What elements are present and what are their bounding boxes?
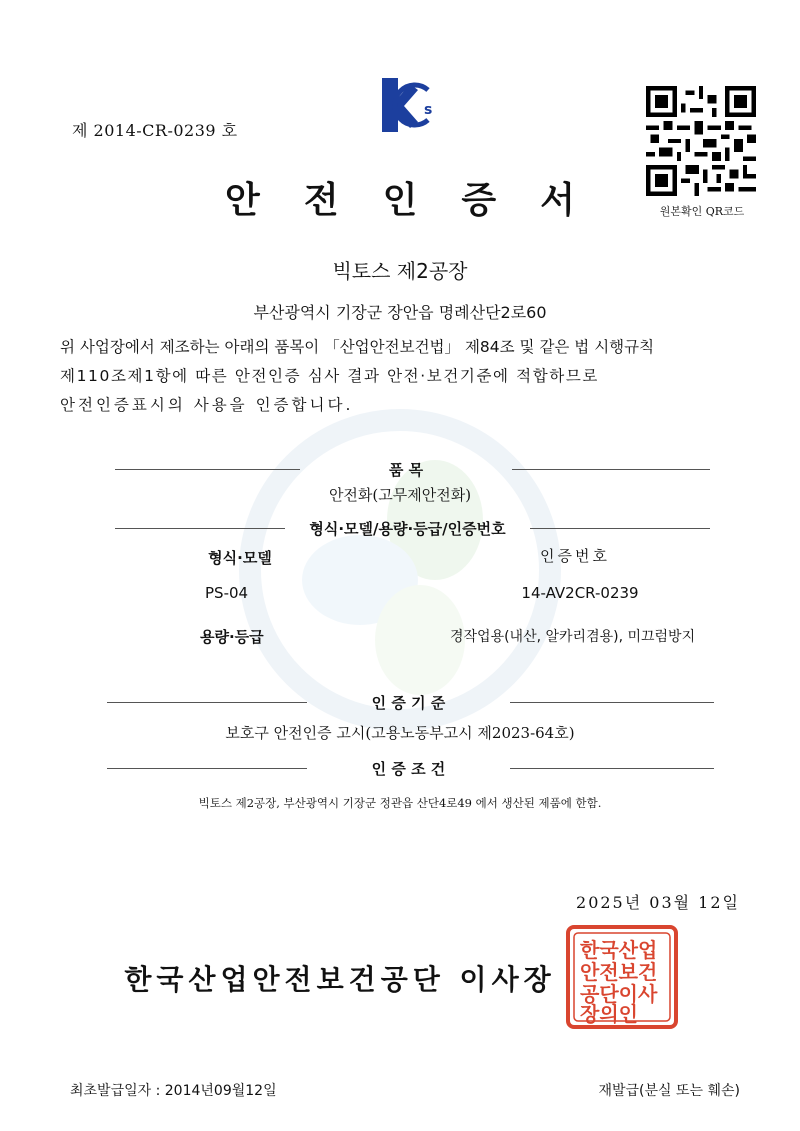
certificate-number: 제 2014-CR-0239 호: [72, 121, 238, 140]
divider: [115, 528, 285, 529]
capacity-value: 경작업용(내산, 알카리겸용), 미끄럼방지: [450, 629, 696, 645]
certificate-title: 안전인증서: [225, 180, 619, 221]
standard-heading: 인 증 기 준: [371, 694, 446, 712]
divider: [510, 768, 714, 769]
divider: [530, 528, 710, 529]
condition-heading: 인 증 조 건: [371, 760, 446, 778]
qr-caption: 원본확인 QR코드: [659, 205, 745, 218]
first-issue-date: 최초발급일자 : 2014년09월12일: [70, 1083, 277, 1099]
cert-number-label: 인증번호: [540, 547, 610, 565]
statement-line: 제110조제1항에 따른 안전인증 심사 결과 안전·보건기준에 적합하므로: [60, 367, 600, 385]
statement-line: 안전인증표시의 사용을 인증합니다.: [60, 396, 354, 414]
seal-text-line: 장의인: [580, 1002, 638, 1026]
company-name: 빅토스 제2공장: [332, 259, 468, 283]
model-label: 형식·모델: [208, 549, 272, 567]
standard-value: 보호구 안전인증 고시(고용노동부고시 제2023-64호): [225, 724, 575, 742]
item-value: 안전화(고무제안전화): [328, 486, 472, 504]
statement-line: 위 사업장에서 제조하는 아래의 품목이 「산업안전보건법」 제84조 및 같은 법 시행규칙: [60, 338, 655, 356]
issuing-organization: 한국산업안전보건공단 이사장: [124, 963, 556, 996]
divider: [107, 702, 307, 703]
company-address: 부산광역시 기장군 장안읍 명례산단2로60: [253, 303, 547, 322]
kcs-mark-icon: [374, 74, 436, 136]
divider: [107, 768, 307, 769]
divider: [115, 469, 300, 470]
capacity-label: 용량·등급: [200, 628, 264, 646]
item-heading: 품 목: [388, 461, 424, 479]
issue-date: 2025년 03월 12일: [576, 893, 740, 912]
certification-statement: [60, 333, 770, 420]
seal-text-line: 안전보건: [580, 960, 658, 984]
divider: [510, 702, 714, 703]
model-heading: 형식·모델/용량·등급/인증번호: [309, 520, 506, 538]
divider: [512, 469, 710, 470]
model-value: PS-04: [205, 584, 249, 602]
seal-text-line: 공단이사: [580, 982, 658, 1006]
agency-watermark-icon: [230, 400, 570, 740]
svg-text:s: s: [424, 102, 433, 118]
seal-text-line: 한국산업: [580, 938, 658, 962]
condition-value: 빅토스 제2공장, 부산광역시 기장군 정관읍 산단4로49 에서 생산된 제품에 한함.: [198, 796, 602, 810]
cert-number-value: 14-AV2CR-0239: [521, 584, 639, 602]
reissue-note: 재발급(분실 또는 훼손): [598, 1083, 740, 1099]
